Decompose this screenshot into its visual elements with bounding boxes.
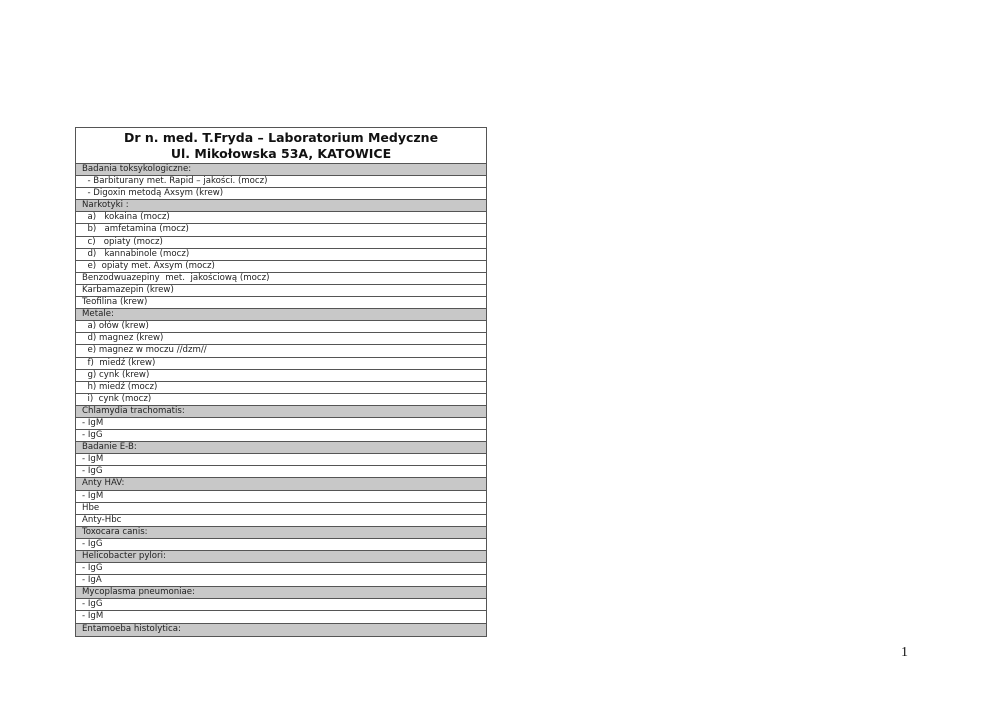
section-header-row: Badanie E-B: (76, 442, 486, 454)
table-row: - IgG (76, 430, 486, 442)
lab-address: Ul. Mikołowska 53A, KATOWICE (170, 146, 392, 161)
table-row: - IgG (76, 599, 486, 611)
table-row: e) opiaty met. Axsym (mocz) (76, 261, 486, 273)
table-row: - Barbiturany met. Rapid – jakości. (mocz) (76, 176, 486, 188)
table-row: d) magnez (krew) (76, 333, 486, 345)
table-row: Anty-Hbc (76, 515, 486, 527)
table-row: h) miedź (mocz) (76, 382, 486, 394)
page-number: 1 (901, 645, 908, 660)
table-row: - IgG (76, 466, 486, 478)
table-row: b) amfetamina (mocz) (76, 224, 486, 236)
section-header-row: Metale: (76, 309, 486, 321)
test-list (76, 164, 486, 636)
table-row: e) magnez w moczu //dzm// (76, 345, 486, 357)
table-row: - IgG (76, 539, 486, 551)
table-row: - IgG (76, 563, 486, 575)
lab-test-table (75, 127, 487, 637)
table-row: f) miedź (krew) (76, 358, 486, 370)
section-header-row: Helicobacter pylori: (76, 551, 486, 563)
table-row: - IgM (76, 418, 486, 430)
section-header-row: Anty HAV: (76, 478, 486, 490)
section-header-row: Chlamydia trachomatis: (76, 406, 486, 418)
table-row: - IgM (76, 491, 486, 503)
table-row: d) kannabinole (mocz) (76, 249, 486, 261)
table-row: Karbamazepin (krew) (76, 285, 486, 297)
section-header-row: Entamoeba histolytica: (76, 624, 486, 636)
table-row: i) cynk (mocz) (76, 394, 486, 406)
section-header-row: Toxocara canis: (76, 527, 486, 539)
table-row: a) kokaina (mocz) (76, 212, 486, 224)
lab-name-title: Dr n. med. T.Fryda – Laboratorium Medyczne (123, 130, 439, 145)
table-row: Benzodwuazepiny met. jakościową (mocz) (76, 273, 486, 285)
table-row: Teofilina (krew) (76, 297, 486, 309)
table-row: - IgM (76, 611, 486, 623)
table-row: c) opiaty (mocz) (76, 237, 486, 249)
table-row: - IgA (76, 575, 486, 587)
table-row: - IgM (76, 454, 486, 466)
table-row: g) cynk (krew) (76, 370, 486, 382)
table-row: - Digoxin metodą Axsym (krew) (76, 188, 486, 200)
section-header-row: Narkotyki : (76, 200, 486, 212)
table-row: a) ołów (krew) (76, 321, 486, 333)
table-header (76, 128, 486, 164)
section-header-row: Badania toksykologiczne: (76, 164, 486, 176)
table-row: Hbe (76, 503, 486, 515)
section-header-row: Mycoplasma pneumoniae: (76, 587, 486, 599)
